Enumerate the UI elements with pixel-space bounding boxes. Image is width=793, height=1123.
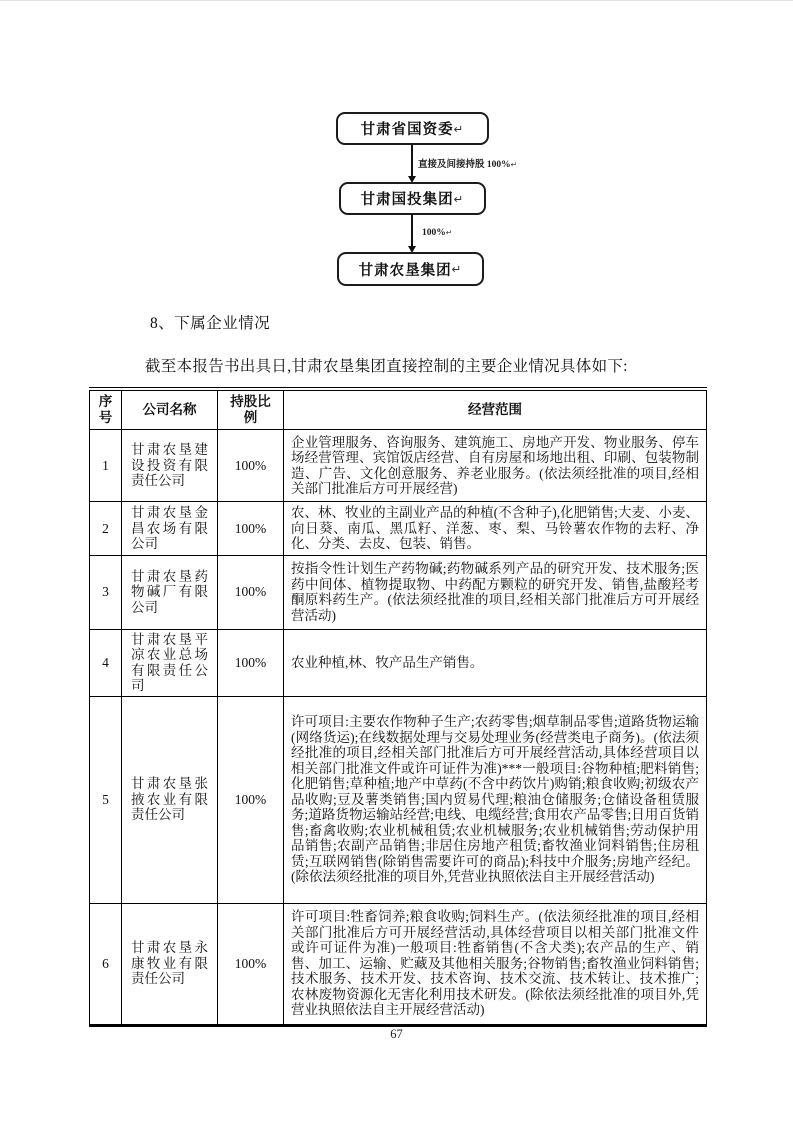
cell-no: 3	[90, 555, 122, 629]
cell-no: 4	[90, 629, 122, 696]
flow-arrow-label	[418, 156, 517, 170]
paragraph-mark-icon: ↵	[453, 121, 465, 136]
intro-paragraph: 截至本报告书出具日,甘肃农垦集团直接控制的主要企业情况具体如下:	[145, 358, 628, 375]
cell-scope: 许可项目:主要农作物种子生产;农药零售;烟草制品零售;道路货物运输(网络货运);在线数据处理与交易处理业务(经营类电子商务)。(依法须经批准的项目,经相关部门批准后方可开展经营活动,具体经营项目以相关部门批准文件或许可证件为准)***一般项目:谷物种植;肥料销售;化肥销售;草种植;地产中草药(不含中药饮片)购销;粮食收购;初级农产品收购;豆及薯类销售;国内贸易代理;粮油仓储服务;仓储设备租赁服务;道路货物运输站经营;电线、电缆经营;食用农产品零售;日用百货销售;畜禽收购;农业机械租赁;农业机械服务;农业机械销售;劳动保护用品销售;农副产品销售;非居住房地产租赁;畜牧渔业饲料销售;住房租赁;互联网销售(除销售需要许可的商品);科技中介服务;房地产经纪。(除依法须经批准的项目外,凭营业执照依法自主开展经营活动)	[284, 696, 707, 903]
table-row	[90, 555, 707, 629]
cell-ratio: 100%	[218, 430, 284, 502]
cell-ratio: 100%	[218, 903, 284, 1025]
cell-scope: 农业种植,林、牧产品生产销售。	[284, 629, 707, 696]
subsidiaries-table-wrap	[89, 387, 707, 1027]
col-header-scope: 经营范围	[284, 391, 707, 430]
cell-company-name: 甘肃农垦平凉农业总场有限责任公司	[122, 629, 218, 696]
paragraph-mark-icon: ↵	[445, 228, 453, 237]
cell-ratio: 100%	[218, 696, 284, 903]
cell-company-name: 甘肃农垦药物碱厂有限公司	[122, 555, 218, 629]
cell-scope: 按指令性计划生产药物碱;药物碱系列产品的研究开发、技术服务;医药中间体、植物提取物、中药配方颗粒的研究开发、销售,盐酸羟考酮原料药生产。(依法须经批准的项目,经相关部门批准后方可开展经营活动)	[284, 555, 707, 629]
cell-ratio: 100%	[218, 629, 284, 696]
cell-company-name: 甘肃农垦张掖农业有限责任公司	[122, 696, 218, 903]
page-number: 67	[390, 1027, 403, 1041]
paragraph-mark-icon: ↵	[453, 191, 465, 206]
paragraph-mark-icon: ↵	[451, 262, 463, 276]
col-header-no: 序号	[90, 391, 122, 430]
flow-box-label: 甘肃农垦集团	[358, 262, 452, 279]
paragraph-mark-icon: ↵	[510, 160, 518, 169]
flow-arrow-label-text: 100%	[422, 228, 446, 238]
cell-company-name: 甘肃农垦永康牧业有限责任公司	[122, 903, 218, 1025]
flow-box-guotou-group	[339, 182, 486, 215]
flow-arrow-label-text: 直接及间接持股 100%	[418, 160, 511, 170]
cell-ratio: 100%	[218, 555, 284, 629]
cell-ratio: 100%	[218, 502, 284, 556]
flow-box-provincial-sasac	[336, 112, 489, 145]
flow-arrow-label	[422, 228, 452, 238]
col-header-ratio: 持股比例	[218, 391, 284, 430]
cell-no: 1	[90, 430, 122, 502]
flow-box-label: 甘肃国投集团	[360, 192, 454, 208]
cell-company-name: 甘肃农垦建设投资有限责任公司	[122, 430, 218, 502]
table-row	[90, 903, 707, 1025]
cell-company-name: 甘肃农垦金昌农场有限公司	[122, 502, 218, 556]
cell-no: 2	[90, 502, 122, 556]
arrow-down-icon	[411, 215, 413, 246]
table-row	[90, 696, 707, 903]
table-row	[90, 430, 707, 502]
flow-box-nongken-group	[337, 252, 484, 286]
section-heading: 8、下属企业情况	[150, 315, 271, 332]
subsidiaries-table	[89, 390, 707, 1027]
cell-no: 5	[90, 696, 122, 903]
table-header-row	[90, 391, 707, 430]
cell-no: 6	[90, 903, 122, 1025]
table-row	[90, 629, 707, 696]
arrow-down-icon	[411, 145, 413, 176]
table-row	[90, 502, 707, 556]
col-header-company: 公司名称	[122, 391, 218, 430]
cell-scope: 企业管理服务、咨询服务、建筑施工、房地产开发、物业服务、停车场经营管理、宾馆饭店经营、自有房屋和场地出租、印刷、包装物制造、广告、文化创意服务、养老业服务。(依法须经批准的项目,经相关部门批准后方可开展经营)	[284, 430, 707, 502]
cell-scope: 农、林、牧业的主副业产品的种植(不含种子),化肥销售;大麦、小麦、向日葵、南瓜、黑瓜籽、洋葱、枣、梨、马铃薯农作物的去籽、净化、分类、去皮、包装、销售。	[284, 502, 707, 556]
flow-box-label: 甘肃省国资委	[360, 122, 454, 138]
cell-scope: 许可项目:牲畜饲养;粮食收购;饲料生产。(依法须经批准的项目,经相关部门批准后方可开展经营活动,具体经营项目以相关部门批准文件或许可证件为准)一般项目:牲畜销售(不含犬类);农产品的生产、销售、加工、运输、贮藏及其他相关服务;谷物销售;畜牧渔业饲料销售;技术服务、技术开发、技术咨询、技术交流、技术转让、技术推广;农林废物资源化无害化利用技术研发。(除依法须经批准的项目外,凭营业执照依法自主开展经营活动)	[284, 903, 707, 1025]
